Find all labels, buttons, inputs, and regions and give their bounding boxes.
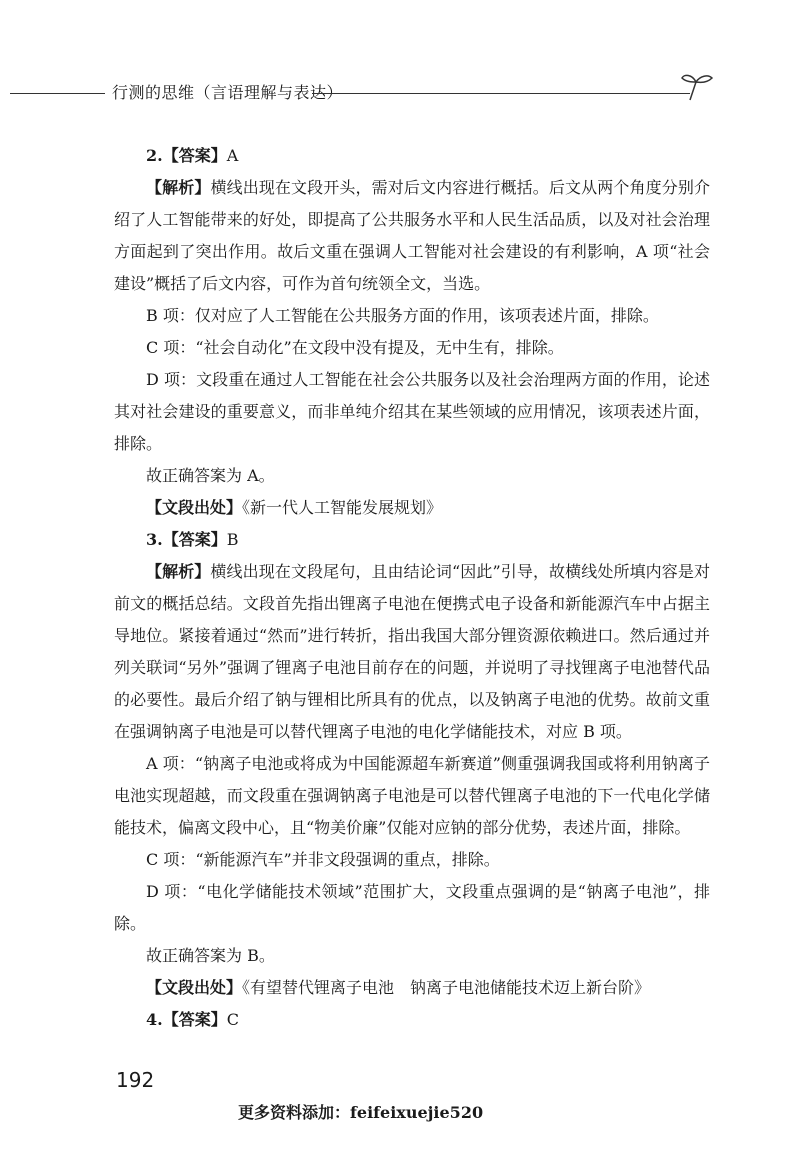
header-rule-left: [10, 93, 105, 94]
q2-source: [114, 492, 710, 524]
q2-analysis: [114, 172, 710, 300]
answer-value: A: [226, 146, 239, 165]
source-label: 【文段出处】: [146, 978, 243, 997]
header-rule-right: [312, 93, 690, 94]
q2-option-b: B 项：仅对应了人工智能在公共服务方面的作用，该项表述片面，排除。: [146, 306, 659, 325]
q3-answer: [114, 524, 710, 556]
answer-label: 4.【答案】: [146, 1010, 227, 1029]
q4-answer: [114, 1004, 710, 1036]
page-content: [114, 140, 710, 1036]
q3-analysis: [114, 556, 710, 748]
q3-source: [114, 972, 710, 1004]
analysis-label: 【解析】: [146, 178, 211, 197]
answer-value: B: [226, 530, 239, 549]
header-title: 行测的思维（言语理解与表达）: [112, 83, 344, 102]
q3-option-d: D 项：“电化学储能技术领域”范围扩大，文段重点强调的是“钠离子电池”，排除。: [114, 882, 710, 933]
source-label: 【文段出处】: [146, 498, 243, 517]
sprout-icon: [676, 70, 716, 106]
q3-option-a: A 项：“钠离子电池或将成为中国能源超车新赛道”侧重强调我国或将利用钠离子电池实现超越，而文段重在强调钠离子电池是可以替代锂离子电池的下一代电化学储能技术，偏离文段中心，且“物美价廉”仅能对应钠的部分优势，表述片面，排除。: [114, 754, 710, 837]
source-text: 《新一代人工智能发展规划》: [242, 498, 443, 517]
q2-answer: [114, 140, 710, 172]
footer-note: 更多资料添加：feifeixuejie520: [238, 1103, 484, 1122]
q3-option-c: C 项：“新能源汽车”并非文段强调的重点，排除。: [146, 850, 500, 869]
analysis-text: 横线出现在文段尾句，且由结论词“因此”引导，故横线处所填内容是对前文的概括总结。文段首先指出锂离子电池在便携式电子设备和新能源汽车中占据主导地位。紧接着通过“然而”进行转折，指出我国大部分锂资源依赖进口。然后通过并列关联词“另外”强调了锂离子电池目前存在的问题，并说明了寻找锂离子电池替代品的必要性。最后介绍了钠与锂相比所具有的优点，以及钠离子电池的优势。故前文重在强调钠离子电池是可以替代锂离子电池的电化学储能技术，对应 B 项。: [114, 562, 710, 741]
answer-label: 2.【答案】: [146, 146, 227, 165]
answer-value: C: [226, 1010, 239, 1029]
q2-conclusion: 故正确答案为 A。: [146, 466, 275, 485]
source-text: 《有望替代锂离子电池 钠离子电池储能技术迈上新台阶》: [242, 978, 651, 997]
running-header: [0, 70, 800, 110]
q3-conclusion: 故正确答案为 B。: [146, 946, 275, 965]
answer-label: 3.【答案】: [146, 530, 227, 549]
analysis-text: 横线出现在文段开头，需对后文内容进行概括。后文从两个角度分别介绍了人工智能带来的好处，即提高了公共服务水平和人民生活品质，以及对社会治理方面起到了突出作用。故后文重在强调人工智能对社会建设的有利影响，A 项“社会建设”概括了后文内容，可作为首句统领全文，当选。: [114, 178, 710, 293]
q2-option-d: D 项：文段重在通过人工智能在社会公共服务以及社会治理两方面的作用，论述其对社会建设的重要意义，而非单纯介绍其在某些领域的应用情况，该项表述片面，排除。: [114, 370, 710, 453]
q2-option-c: C 项：“社会自动化”在文段中没有提及，无中生有，排除。: [146, 338, 564, 357]
page-number: 192: [116, 1068, 155, 1092]
analysis-label: 【解析】: [146, 562, 211, 581]
